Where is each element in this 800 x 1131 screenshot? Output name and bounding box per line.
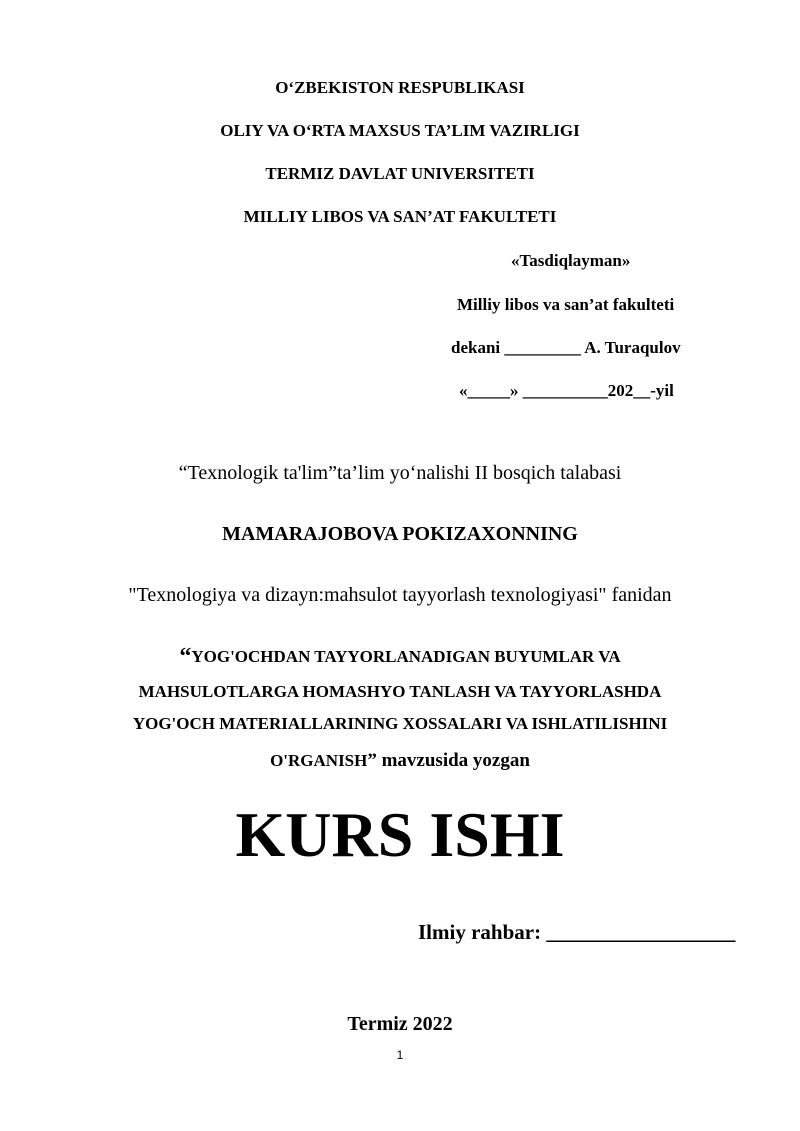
- faculty-heading: MILLIY LIBOS VA SAN’AT FAKULTETI: [243, 207, 557, 226]
- subject-line: "Texnologiya va dizayn:mahsulot tayyorlash texnologiyasi" fanidan: [128, 584, 672, 606]
- topic-line-4: O'RGANISH: [270, 751, 368, 770]
- ministry-heading: OLIY VA O‘RTA MAXSUS TA’LIM VAZIRLIGI: [220, 121, 580, 140]
- work-type-title: KURS ISHI: [235, 799, 565, 870]
- page-number: 1: [396, 1048, 404, 1062]
- topic-closing: ” mavzusida yozgan: [367, 750, 530, 771]
- topic-line-2: MAHSULOTLARGA HOMASHYO TANLASH VA TAYYORLASHDA: [138, 682, 662, 701]
- supervisor-line: Ilmiy rahbar: __________________: [418, 920, 736, 944]
- university-heading: TERMIZ DAVLAT UNIVERSITETI: [265, 164, 535, 183]
- country-heading: O‘ZBEKISTON RESPUBLIKASI: [275, 78, 525, 97]
- topic-line-1: YOG'OCHDAN TAYYORLANADIGAN BUYUMLAR VA: [191, 647, 621, 666]
- topic-open-quote: “: [179, 644, 192, 670]
- approval-position: Milliy libos va san’at fakulteti: [457, 295, 675, 314]
- student-name: MAMARAJOBOVA POKIZAXONNING: [222, 523, 578, 545]
- student-program-line: “Texnologik ta'lim”ta’lim yo‘nalishi II bosqich talabasi: [178, 462, 622, 484]
- city-year: Termiz 2022: [347, 1013, 453, 1035]
- approval-date: «_____» __________202__-yil: [459, 381, 674, 400]
- approval-dean: dekani _________ A. Turaqulov: [451, 338, 681, 357]
- approval-title: «Tasdiqlayman»: [511, 251, 631, 270]
- topic-line-3: YOG'OCH MATERIALLARINING XOSSALARI VA ISHLATILISHINI: [132, 714, 668, 733]
